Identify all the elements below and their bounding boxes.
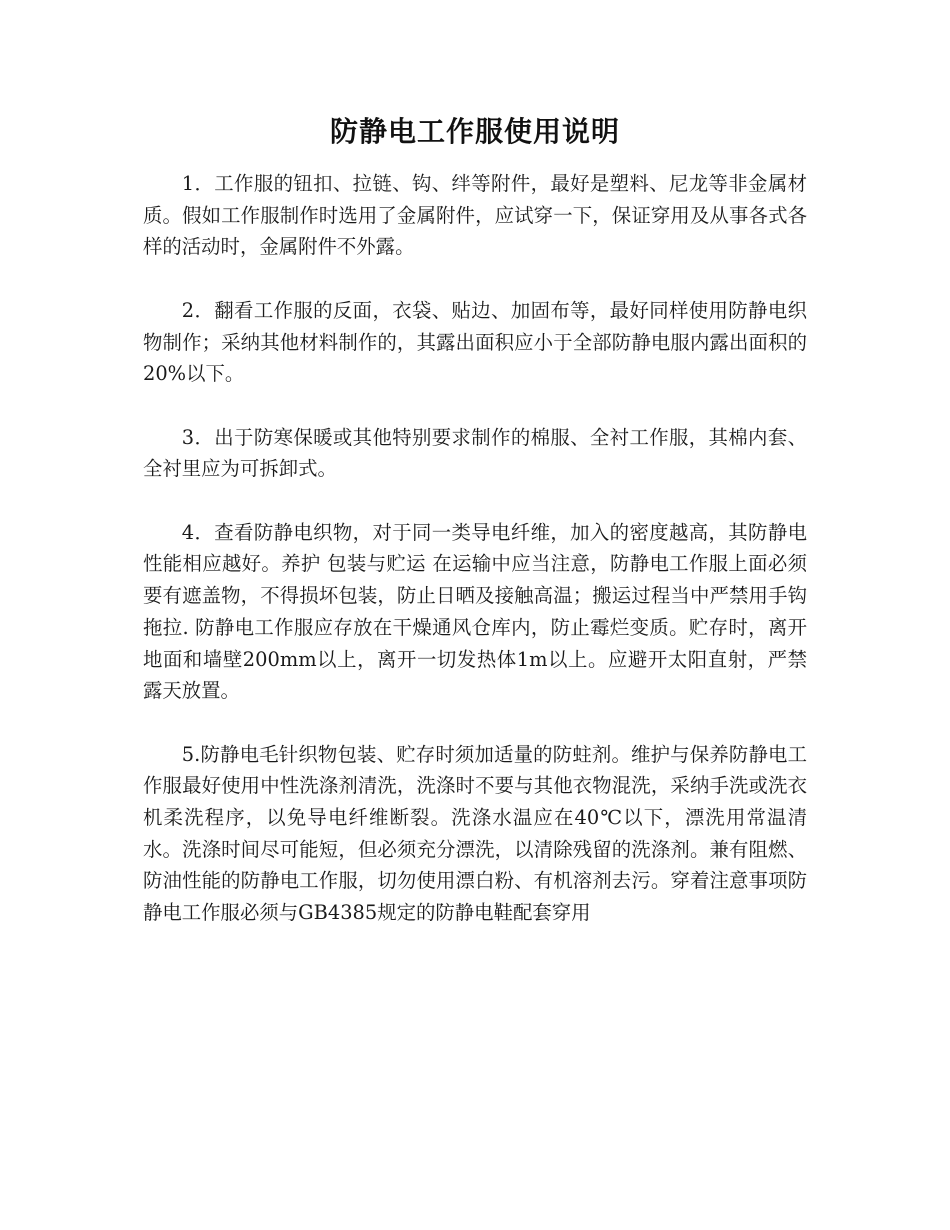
paragraph-1: 1．工作服的钮扣、拉链、钩、绊等附件，最好是塑料、尼龙等非金属材质。假如工作服制作时选用了金属附件，应试穿一下，保证穿用及从事各式各样的活动时，金属附件不外露。 [143, 172, 807, 259]
paragraph-3: 3．出于防寒保暖或其他特别要求制作的棉服、全衬工作服，其棉内套、全衬里应为可拆卸式。 [143, 425, 807, 481]
document-body [143, 168, 807, 929]
document-title: 防静电工作服使用说明 [329, 115, 620, 148]
paragraph-4: 4．查看防静电织物，对于同一类导电纤维，加入的密度越高，其防静电性能相应越好。养护 包装与贮运 在运输中应当注意，防静电工作服上面必须要有遮盖物，不得损坏包装，防止日晒及接触高温；搬运过程当中严禁用手钩拖拉. 防静电工作服应存放在干燥通风仓库内，防止霉烂变质。贮存时，离开地面和墙壁200mm以上，离开一切发热体1m以上。应避开太阳直射，严禁露天放置。 [143, 520, 807, 703]
paragraph-5: 5.防静电毛针织物包装、贮存时须加适量的防蛀剂。维护与保养防静电工作服最好使用中性洗涤剂清洗，洗涤时不要与其他衣物混洗，采纳手洗或洗衣机柔洗程序，以免导电纤维断裂。洗涤水温应在40℃以下，漂洗用常温清水。洗涤时间尽可能短，但必须充分漂洗，以清除残留的洗涤剂。兼有阻燃、防油性能的防静电工作服，切勿使用漂白粉、有机溶剂去污。穿着注意事项防静电工作服必须与GB4385规定的防静电鞋配套穿用 [143, 742, 807, 925]
paragraph-2: 2．翻看工作服的反面，衣袋、贴边、加固布等，最好同样使用防静电织物制作；采纳其他材料制作的，其露出面积应小于全部防静电服内露出面积的20%以下。 [143, 298, 807, 386]
